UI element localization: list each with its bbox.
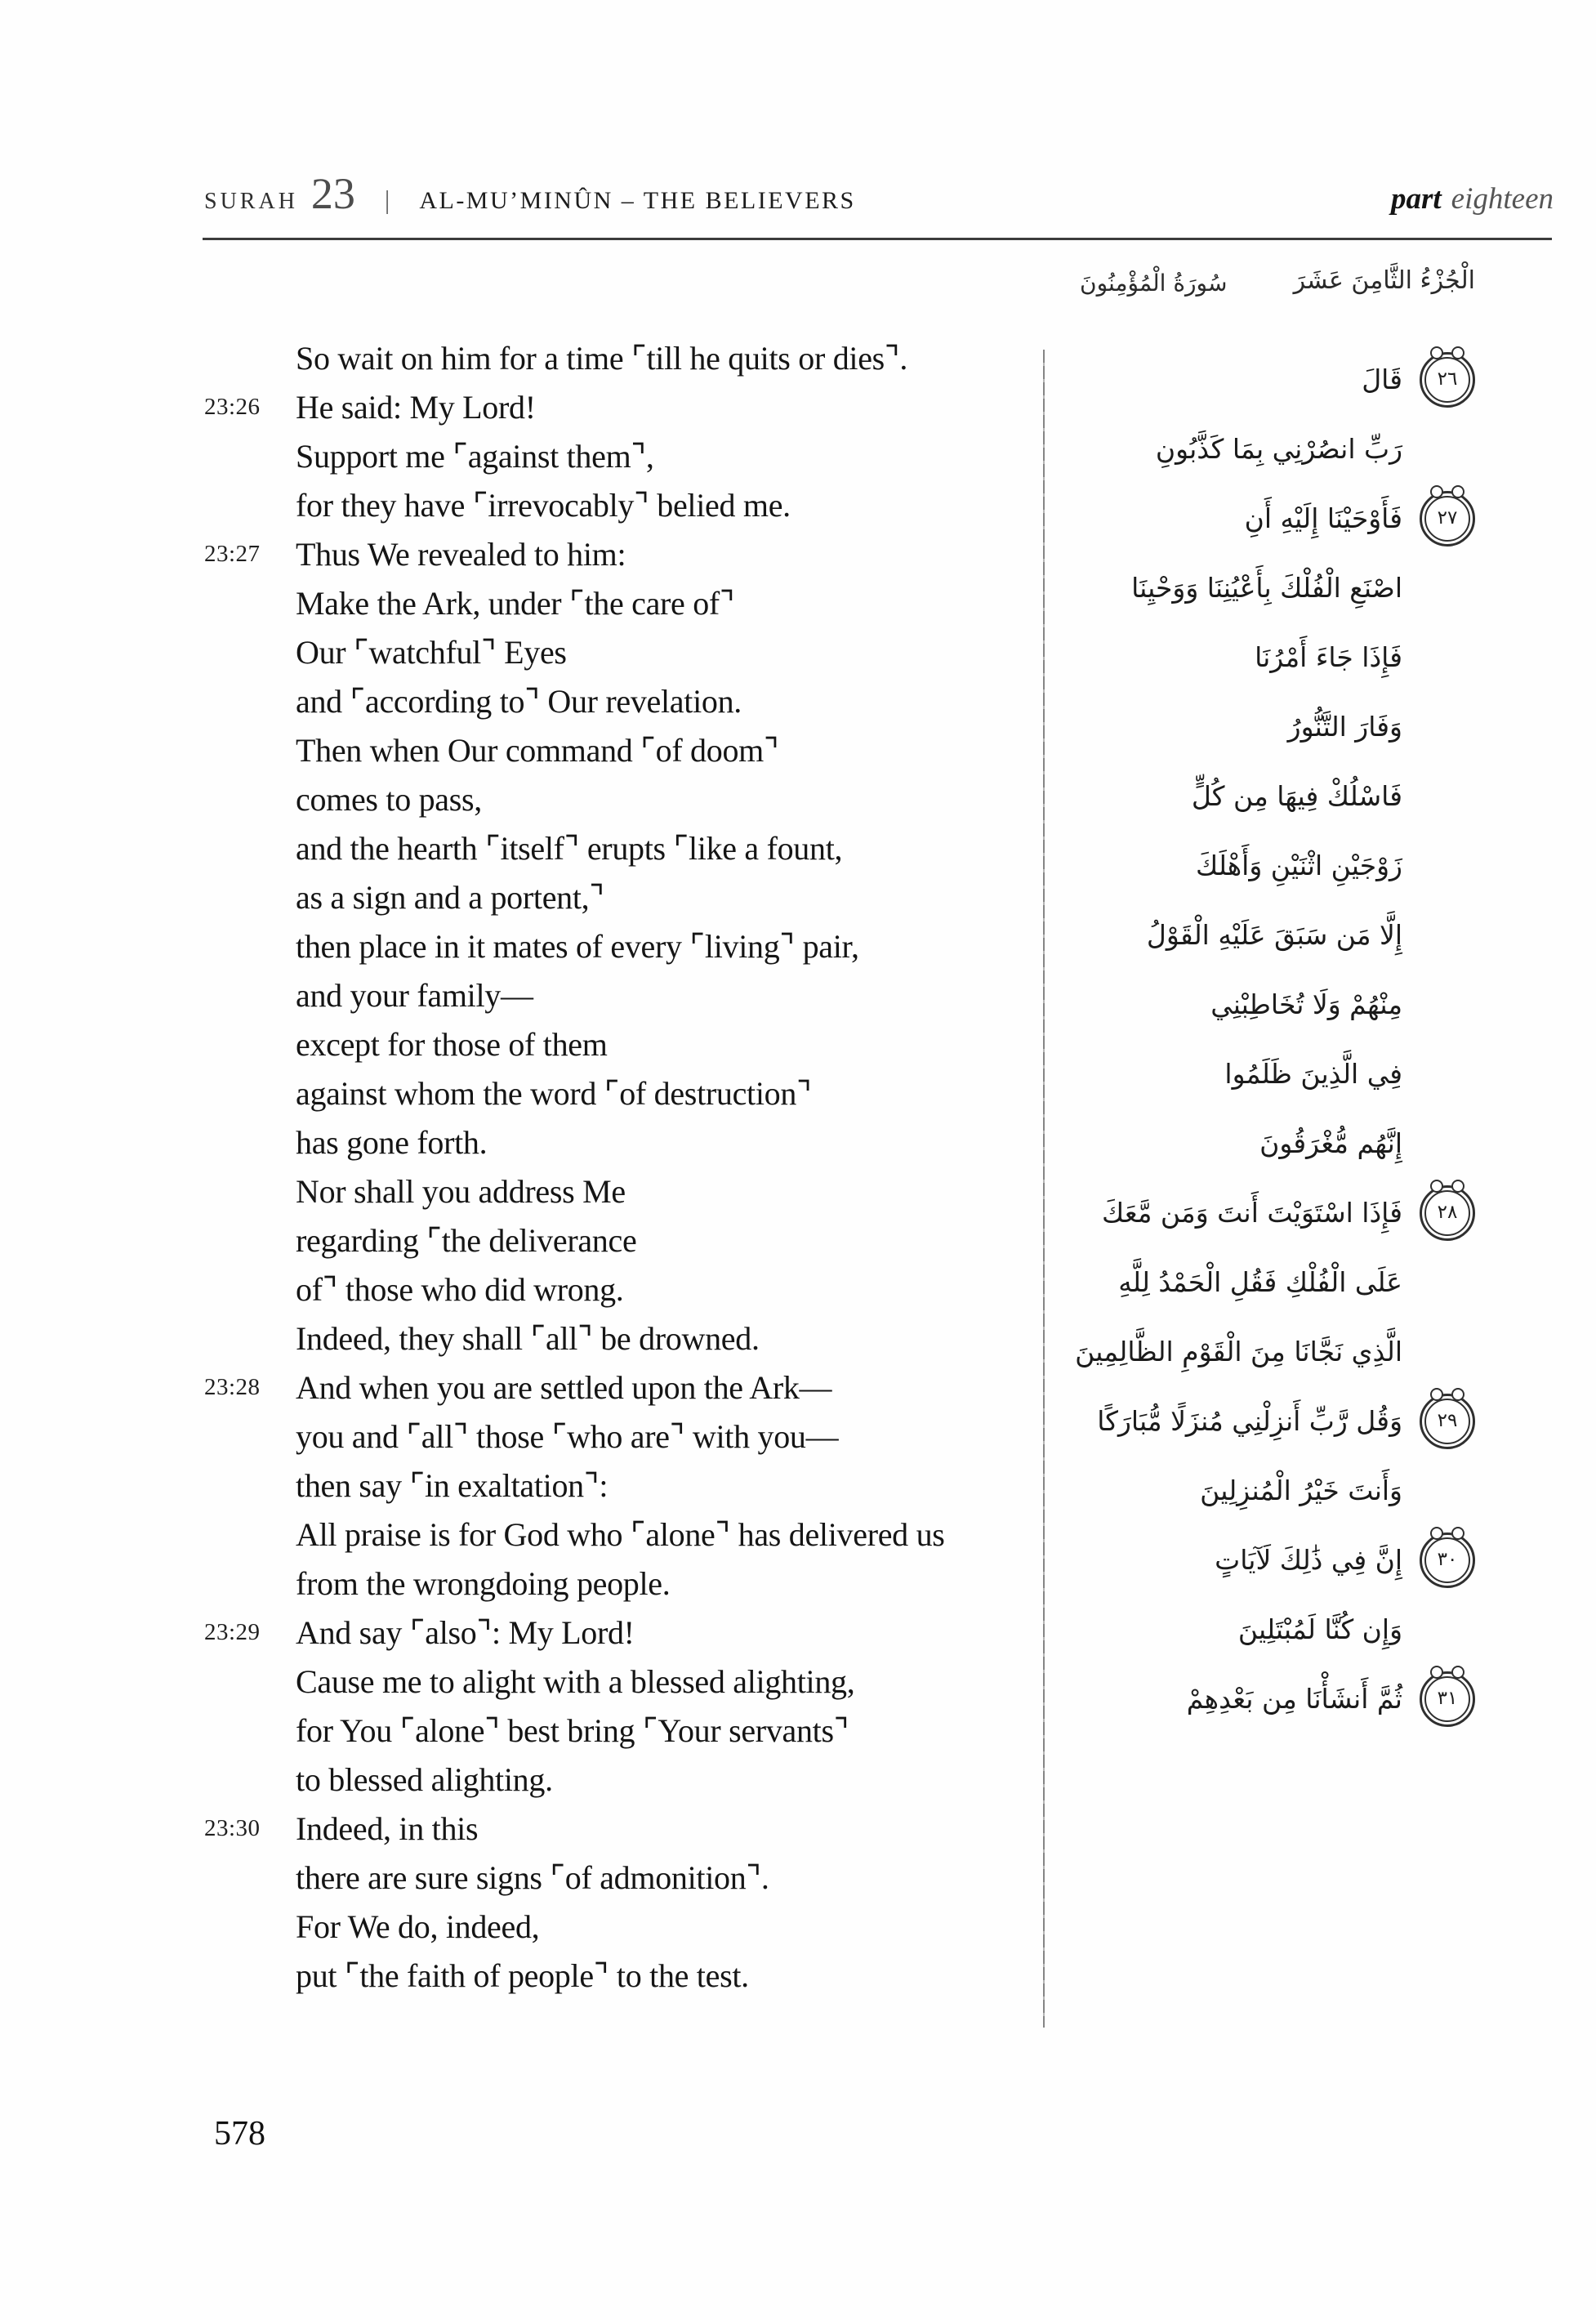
translation-line	[204, 1314, 1033, 1363]
verse-marker-slot	[1412, 1185, 1482, 1241]
verse-marker-slot	[1412, 560, 1482, 616]
arabic-verse-text: الَّذِي نَجَّانَا مِنَ الْقَوْمِ الظَّالِمِينَ	[1075, 1336, 1402, 1367]
arabic-verse-text: وَقُل رَّبِّ أَنزِلْنِي مُنزَلًا مُّبَارَكًا	[1097, 1405, 1402, 1437]
translation-text: And say ⌜also⌝: My Lord!	[296, 1613, 635, 1651]
arabic-line	[1058, 1386, 1482, 1456]
translation-text: He said: My Lord!	[296, 388, 536, 426]
arabic-line	[1058, 1247, 1482, 1317]
translation-line	[204, 1657, 1033, 1706]
verse-number: 23:27	[204, 540, 261, 567]
verse-marker-slot	[1412, 1533, 1482, 1588]
translation-line	[204, 1853, 1033, 1902]
medallion-ornament-dot	[1451, 1388, 1464, 1401]
translation-line	[204, 970, 1033, 1019]
translation-text: So wait on him for a time ⌜till he quits or dies⌝.	[296, 339, 908, 377]
translation-text: and ⌜according to⌝ Our revelation.	[296, 682, 742, 720]
translation-text: from the wrongdoing people.	[296, 1564, 671, 1602]
arabic-line	[1058, 1178, 1482, 1247]
medallion-ornament-dot	[1430, 346, 1443, 359]
arabic-line	[1058, 1525, 1482, 1595]
translation-line	[204, 1019, 1033, 1069]
translation-line	[204, 1167, 1033, 1216]
arabic-verse-text: وَفَارَ التَّنُّورُ	[1287, 711, 1402, 743]
translation-line	[204, 1461, 1033, 1510]
arabic-verse-text: قَالَ	[1362, 364, 1402, 395]
arabic-verse-text: رَبِّ انصُرْنِي بِمَا كَذَّبُونِ	[1155, 433, 1402, 465]
medallion-ornament-dot	[1451, 1527, 1464, 1540]
arabic-verse-text: فِي الَّذِينَ ظَلَمُوا	[1224, 1058, 1402, 1090]
verse-number-arabic: ٢٦	[1437, 368, 1458, 390]
arabic-verse-text: فَأَوْحَيْنَا إِلَيْهِ أَنِ	[1244, 502, 1402, 534]
translation-line	[204, 578, 1033, 627]
surah-name-arabic: سُورَةُ الْمُؤْمِنُونَ	[1080, 270, 1228, 297]
arabic-line	[1058, 414, 1482, 484]
arabic-verse-text: زَوْجَيْنِ اثْنَيْنِ وَأَهْلَكَ	[1196, 850, 1402, 881]
verse-marker-slot	[1412, 1463, 1482, 1519]
arabic-line	[1058, 345, 1482, 414]
header-separator: |	[384, 185, 390, 214]
arabic-line	[1058, 831, 1482, 900]
arabic-line	[1058, 900, 1482, 970]
translation-text: against whom the word ⌜of destruction⌝	[296, 1074, 812, 1112]
verse-marker-slot	[1412, 699, 1482, 755]
verse-number-arabic: ٣١	[1437, 1688, 1458, 1709]
translation-line	[204, 1706, 1033, 1755]
translation-line	[204, 480, 1033, 529]
verse-medallion-icon	[1420, 1185, 1475, 1241]
arabic-verse-text: وَإِن كُنَّا لَمُبْتَلِينَ	[1237, 1613, 1402, 1645]
verse-medallion-icon	[1420, 491, 1475, 547]
verse-marker-slot	[1412, 422, 1482, 477]
verse-medallion-icon	[1420, 1533, 1475, 1588]
arabic-line	[1058, 1317, 1482, 1386]
page-number: 578	[214, 2115, 265, 2153]
arabic-verse-text: إِنَّ فِي ذَٰلِكَ لَآيَاتٍ	[1215, 1544, 1402, 1576]
arabic-line	[1058, 484, 1482, 553]
arabic-verse-text: اصْنَعِ الْفُلْكَ بِأَعْيُنِنَا وَوَحْيِنَا	[1131, 572, 1402, 604]
translation-text: of⌝ those who did wrong.	[296, 1270, 624, 1308]
translation-line	[204, 872, 1033, 921]
juz-name-arabic: الْجُزْءُ الثَّامِنَ عَشَرَ	[1293, 266, 1475, 295]
verse-medallion-icon	[1420, 352, 1475, 408]
verse-number: 23:28	[204, 1373, 261, 1400]
translation-line	[204, 333, 1033, 382]
page-header	[204, 168, 1554, 219]
translation-text: you and ⌜all⌝ those ⌜who are⌝ with you—	[296, 1417, 839, 1455]
arabic-verse-text: عَلَى الْفُلْكِ فَقُلِ الْحَمْدُ لِلَّهِ	[1118, 1266, 1402, 1298]
column-divider	[1043, 350, 1045, 2028]
translation-line	[204, 1069, 1033, 1118]
translation-text: for they have ⌜irrevocably⌝ belied me.	[296, 486, 791, 524]
translation-text: to blessed alighting.	[296, 1760, 553, 1798]
translation-line	[204, 529, 1033, 578]
arabic-verse-text: مِنْهُمْ وَلَا تُخَاطِبْنِي	[1210, 988, 1402, 1020]
medallion-ornament-dot	[1430, 485, 1443, 498]
translation-text: And when you are settled upon the Ark—	[296, 1368, 832, 1406]
arabic-verse-text: ثُمَّ أَنشَأْنَا مِن بَعْدِهِمْ	[1186, 1683, 1402, 1715]
translation-text: put ⌜the faith of people⌝ to the test.	[296, 1956, 749, 1994]
arabic-line	[1058, 1039, 1482, 1109]
translation-line	[204, 627, 1033, 676]
arabic-line	[1058, 1595, 1482, 1664]
translation-text: comes to pass,	[296, 780, 482, 818]
translation-line	[204, 774, 1033, 823]
translation-line	[204, 1363, 1033, 1412]
verse-marker-slot	[1412, 630, 1482, 685]
verse-number-arabic: ٢٧	[1437, 507, 1458, 529]
translation-text: has gone forth.	[296, 1123, 488, 1161]
translation-line	[204, 1755, 1033, 1804]
arabic-line	[1058, 553, 1482, 622]
arabic-line	[1058, 1109, 1482, 1178]
translation-text: All praise is for God who ⌜alone⌝ has delivered us	[296, 1515, 945, 1553]
arabic-verse-text: فَإِذَا اسْتَوَيْتَ أَنتَ وَمَن مَّعَكَ	[1102, 1197, 1402, 1229]
translation-text: Support me ⌜against them⌝,	[296, 437, 654, 475]
verse-marker-slot	[1412, 1324, 1482, 1380]
translation-text: Indeed, in this	[296, 1809, 479, 1847]
medallion-ornament-dot	[1430, 1527, 1443, 1540]
translation-line	[204, 431, 1033, 480]
arabic-text-column	[1058, 345, 1482, 1733]
translation-line	[204, 1902, 1033, 1951]
arabic-line	[1058, 1456, 1482, 1525]
part-label: part	[1390, 182, 1442, 216]
english-translation-column	[204, 333, 1033, 2000]
translation-line	[204, 1804, 1033, 1853]
verse-marker-slot	[1412, 1255, 1482, 1310]
translation-text: Thus We revealed to him:	[296, 535, 626, 573]
verse-number-arabic: ٢٩	[1437, 1410, 1458, 1431]
verse-marker-slot	[1412, 838, 1482, 894]
medallion-ornament-dot	[1451, 1180, 1464, 1193]
arabic-verse-text: وَأَنتَ خَيْرُ الْمُنزِلِينَ	[1200, 1475, 1402, 1506]
arabic-line	[1058, 761, 1482, 831]
verse-number: 23:29	[204, 1618, 261, 1645]
translation-text: then place in it mates of every ⌜living⌝ pair,	[296, 927, 859, 965]
translation-line	[204, 1118, 1033, 1167]
translation-text: For We do, indeed,	[296, 1907, 540, 1945]
medallion-ornament-dot	[1451, 346, 1464, 359]
verse-marker-slot	[1412, 1046, 1482, 1102]
translation-text: Then when Our command ⌜of doom⌝	[296, 731, 779, 769]
verse-number-arabic: ٢٨	[1437, 1202, 1458, 1223]
arabic-line	[1058, 1664, 1482, 1733]
arabic-line	[1058, 622, 1482, 692]
translation-line	[204, 823, 1033, 872]
verse-marker-slot	[1412, 1394, 1482, 1449]
translation-text: then say ⌜in exaltation⌝:	[296, 1466, 609, 1504]
arabic-line	[1058, 970, 1482, 1039]
translation-line	[204, 725, 1033, 774]
part-number: eighteen	[1451, 182, 1554, 216]
header-rule	[203, 238, 1552, 240]
verse-number-arabic: ٣٠	[1437, 1549, 1458, 1570]
medallion-ornament-dot	[1430, 1666, 1443, 1679]
translation-line	[204, 676, 1033, 725]
arabic-line	[1058, 692, 1482, 761]
verse-marker-slot	[1412, 352, 1482, 408]
translation-text: Our ⌜watchful⌝ Eyes	[296, 633, 567, 671]
verse-marker-slot	[1412, 1116, 1482, 1171]
translation-text: regarding ⌜the deliverance	[296, 1221, 637, 1259]
translation-line	[204, 1559, 1033, 1608]
translation-text: Nor shall you address Me	[296, 1172, 626, 1210]
translation-line	[204, 1265, 1033, 1314]
medallion-ornament-dot	[1451, 485, 1464, 498]
verse-medallion-icon	[1420, 1394, 1475, 1449]
medallion-ornament-dot	[1451, 1666, 1464, 1679]
medallion-ornament-dot	[1430, 1388, 1443, 1401]
translation-line	[204, 921, 1033, 970]
translation-line	[204, 1510, 1033, 1559]
translation-text: Indeed, they shall ⌜all⌝ be drowned.	[296, 1319, 760, 1357]
surah-number: 23	[310, 169, 355, 218]
surah-label: SURAH	[204, 189, 298, 214]
arabic-verse-text: إِلَّا مَن سَبَقَ عَلَيْهِ الْقَوْلُ	[1146, 919, 1402, 951]
verse-marker-slot	[1412, 769, 1482, 824]
verse-marker-slot	[1412, 1602, 1482, 1657]
arabic-verse-text: فَاسْلُكْ فِيهَا مِن كُلٍّ	[1191, 780, 1402, 812]
translation-line	[204, 1608, 1033, 1657]
translation-text: Cause me to alight with a blessed alighting,	[296, 1662, 855, 1700]
surah-title: AL-MU’MINÛN – THE BELIEVERS	[419, 187, 856, 214]
translation-text: there are sure signs ⌜of admonition⌝.	[296, 1858, 769, 1896]
translation-text: for You ⌜alone⌝ best bring ⌜Your servants⌝	[296, 1711, 849, 1749]
translation-text: and the hearth ⌜itself⌝ erupts ⌜like a fount,	[296, 829, 843, 867]
verse-marker-slot	[1412, 491, 1482, 547]
translation-text: and your family—	[296, 976, 533, 1014]
verse-marker-slot	[1412, 1671, 1482, 1727]
translation-text: except for those of them	[296, 1025, 608, 1063]
translation-line	[204, 1216, 1033, 1265]
verse-number: 23:30	[204, 1814, 261, 1841]
verse-number: 23:26	[204, 393, 261, 420]
translation-line	[204, 382, 1033, 431]
verse-marker-slot	[1412, 977, 1482, 1033]
arabic-verse-text: إِنَّهُم مُّغْرَقُونَ	[1259, 1127, 1402, 1159]
translation-line	[204, 1951, 1033, 2000]
verse-marker-slot	[1412, 908, 1482, 963]
medallion-ornament-dot	[1430, 1180, 1443, 1193]
translation-line	[204, 1412, 1033, 1461]
verse-medallion-icon	[1420, 1671, 1475, 1727]
arabic-verse-text: فَإِذَا جَاءَ أَمْرُنَا	[1255, 641, 1402, 673]
translation-text: as a sign and a portent,⌝	[296, 878, 604, 916]
translation-text: Make the Ark, under ⌜the care of⌝	[296, 584, 735, 622]
